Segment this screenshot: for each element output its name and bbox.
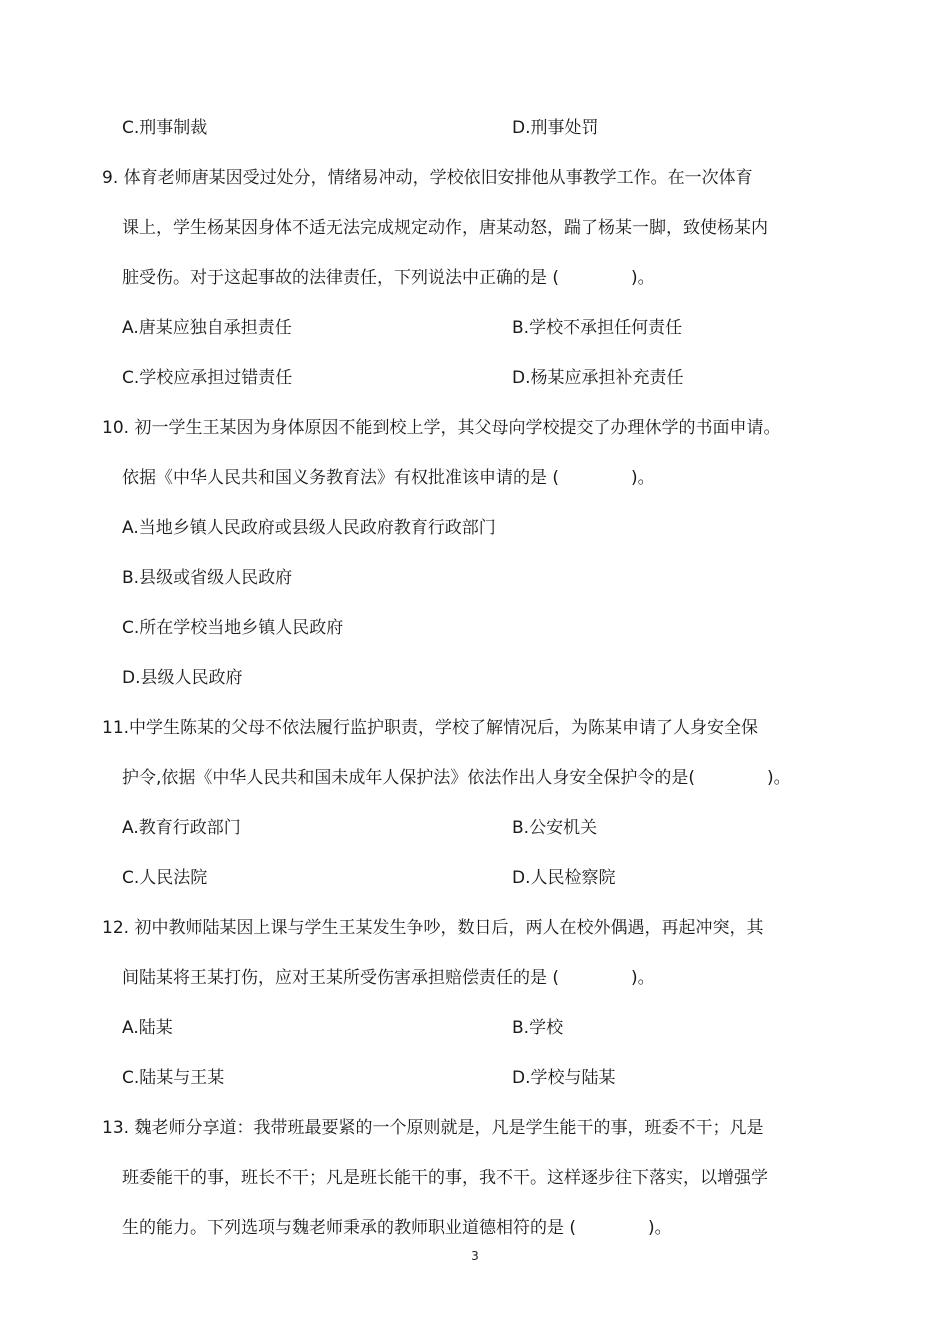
q11-stem-line1: 11.中学生陈某的父母不依法履行监护职责，学校了解情况后，为陈某申请了人身安全保 bbox=[102, 718, 759, 738]
q12-stem-line2 bbox=[122, 966, 655, 990]
q11-stem-line2-text: 护令,依据《中华人民共和国未成年人保护法》依法作出人身安全保护令的是( bbox=[122, 768, 696, 788]
q9-stem-line3 bbox=[122, 266, 655, 290]
q10-stem-line2 bbox=[122, 466, 655, 490]
q9-option-b: B.学校不承担任何责任 bbox=[512, 318, 683, 338]
q12-stem-line1: 12. 初中教师陆某因上课与学生王某发生争吵，数日后，两人在校外偶遇，再起冲突，其 bbox=[102, 918, 764, 938]
q11-stem-line2 bbox=[122, 766, 791, 790]
q12-option-b: B.学校 bbox=[512, 1018, 564, 1038]
q13-stem-line2: 班委能干的事，班长不干；凡是班长能干的事，我不干。这样逐步往下落实，以增强学 bbox=[122, 1168, 768, 1188]
q10-stem-line1: 10. 初一学生王某因为身体原因不能到校上学，其父母向学校提交了办理休学的书面申请。 bbox=[102, 418, 781, 438]
q9-stem-line3-text: 脏受伤。对于这起事故的法律责任，下列说法中正确的是 ( bbox=[122, 268, 560, 288]
q9-stem-line3-end: )。 bbox=[631, 268, 655, 288]
page-number: 3 bbox=[471, 1249, 479, 1263]
q13-stem-line3-end: )。 bbox=[648, 1218, 672, 1238]
q11-option-b: B.公安机关 bbox=[512, 818, 598, 838]
q10-option-d: D.县级人民政府 bbox=[122, 668, 243, 688]
q9-stem-line1: 9. 体育老师唐某因受过处分，情绪易冲动，学校依旧安排他从事教学工作。在一次体育 bbox=[102, 168, 753, 188]
q9-option-a: A.唐某应独自承担责任 bbox=[122, 318, 292, 338]
q10-stem-line2-text: 依据《中华人民共和国义务教育法》有权批准该申请的是 ( bbox=[122, 468, 560, 488]
q13-stem-line3 bbox=[122, 1216, 672, 1240]
q8-option-d: D.刑事处罚 bbox=[512, 118, 599, 138]
q11-option-c: C.人民法院 bbox=[122, 868, 208, 888]
q10-option-a: A.当地乡镇人民政府或县级人民政府教育行政部门 bbox=[122, 518, 496, 538]
q12-option-a: A.陆某 bbox=[122, 1018, 173, 1038]
q8-option-c: C.刑事制裁 bbox=[122, 118, 208, 138]
q12-option-c: C.陆某与王某 bbox=[122, 1068, 225, 1088]
q11-stem-line2-end: )。 bbox=[767, 768, 791, 788]
q12-option-d: D.学校与陆某 bbox=[512, 1068, 616, 1088]
q9-option-c: C.学校应承担过错责任 bbox=[122, 368, 293, 388]
q10-option-b: B.县级或省级人民政府 bbox=[122, 568, 293, 588]
q13-stem-line1: 13. 魏老师分享道：我带班最要紧的一个原则就是，凡是学生能干的事，班委不干；凡是 bbox=[102, 1118, 764, 1138]
q10-option-c: C.所在学校当地乡镇人民政府 bbox=[122, 618, 344, 638]
q11-option-a: A.教育行政部门 bbox=[122, 818, 241, 838]
q12-stem-line2-text: 间陆某将王某打伤，应对王某所受伤害承担赔偿责任的是 ( bbox=[122, 968, 560, 988]
q9-option-d: D.杨某应承担补充责任 bbox=[512, 368, 684, 388]
q13-stem-line3-text: 生的能力。下列选项与魏老师秉承的教师职业道德相符的是 ( bbox=[122, 1218, 577, 1238]
q11-option-d: D.人民检察院 bbox=[512, 868, 616, 888]
q9-stem-line2: 课上，学生杨某因身体不适无法完成规定动作，唐某动怒，踹了杨某一脚，致使杨某内 bbox=[122, 218, 768, 238]
q10-stem-line2-end: )。 bbox=[631, 468, 655, 488]
q12-stem-line2-end: )。 bbox=[631, 968, 655, 988]
